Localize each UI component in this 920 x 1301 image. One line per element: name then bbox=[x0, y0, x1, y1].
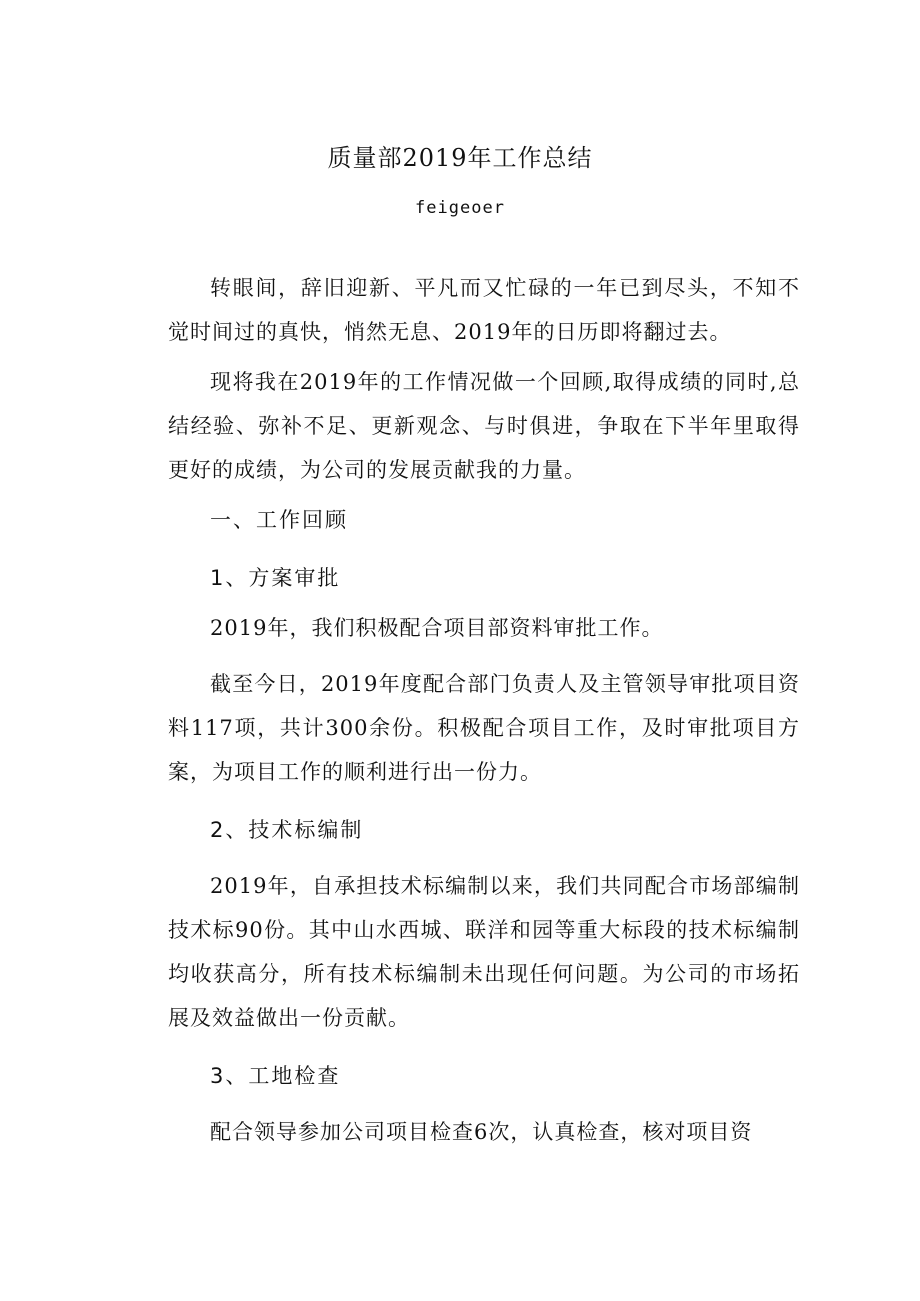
paragraph-technical-bid: 2019年，自承担技术标编制以来，我们共同配合市场部编制技术标90份。其中山水西城、联洋和园等重大标段的技术标编制均收获高分，所有技术标编制未出现任何问题。为公司的市场拓展及效益做出一份贡献。 bbox=[168, 874, 800, 1030]
paragraph-approval-details: 截至今日，2019年度配合部门负责人及主管领导审批项目资料117项，共计300余份。积极配合项目工作，及时审批项目方案，为项目工作的顺利进行出一份力。 bbox=[168, 672, 800, 784]
paragraph-review-plan: 现将我在2019年的工作情况做一个回顾,取得成绩的同时,总结经验、弥补不足、更新观念、与时俱进，争取在下半年里取得更好的成绩，为公司的发展贡献我的力量。 bbox=[168, 370, 800, 482]
item-heading-technical-bid: 2、技术标编制 bbox=[210, 818, 364, 842]
document-author: feigeoer bbox=[415, 198, 505, 218]
section-heading-work-review: 一、工作回顾 bbox=[210, 508, 348, 532]
paragraph-intro: 转眼间，辞旧迎新、平凡而又忙碌的一年已到尽头，不知不觉时间过的真快，悄然无息、2019年的日历即将翻过去。 bbox=[168, 276, 800, 344]
item-heading-site-inspection: 3、工地检查 bbox=[210, 1064, 341, 1088]
paragraph-approval-intro: 2019年，我们积极配合项目部资料审批工作。 bbox=[210, 616, 664, 640]
item-heading-plan-approval: 1、方案审批 bbox=[210, 566, 341, 590]
paragraph-site-inspection: 配合领导参加公司项目检查6次，认真检查，核对项目资 bbox=[210, 1120, 753, 1144]
document-title: 质量部2019年工作总结 bbox=[327, 144, 593, 172]
